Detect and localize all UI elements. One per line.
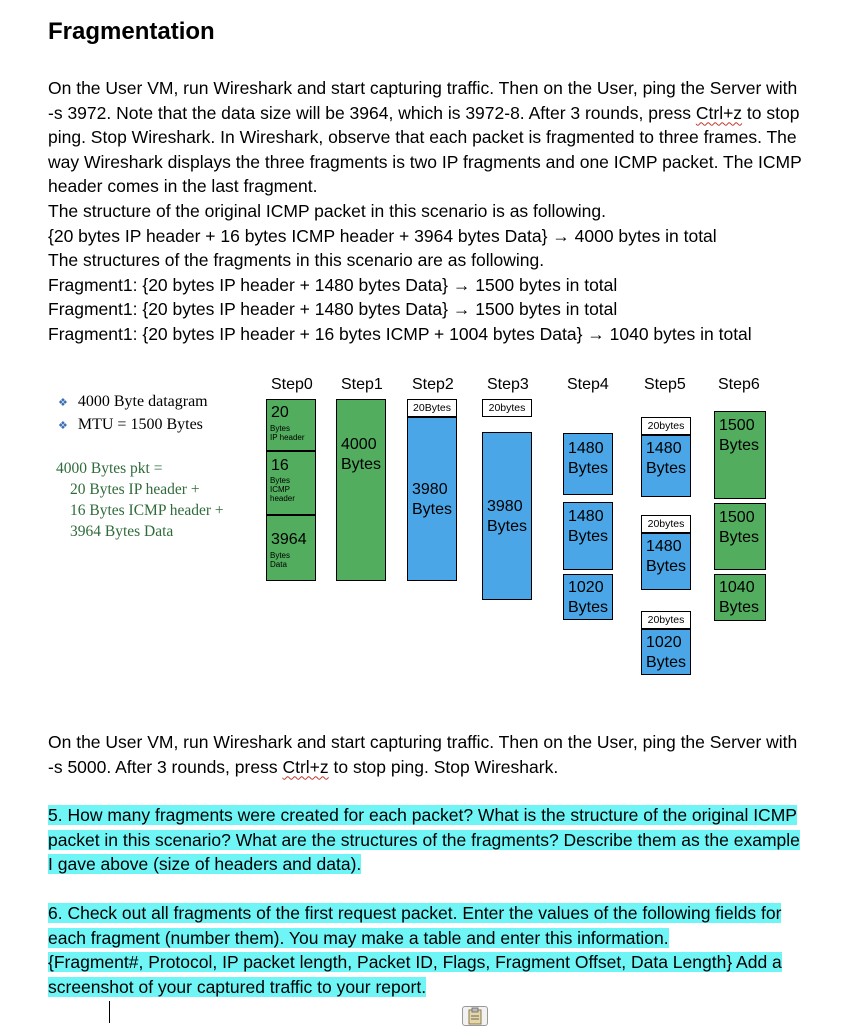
ctrl-z-text: Ctrl+z [695,102,743,123]
bullet-text: 4000 Byte datagram [77,393,208,410]
intro-line: Fragment1: {20 bytes IP header + 1480 bytes Data} → 1500 bytes in total [48,299,618,320]
block-label: 20Bytes [413,402,451,414]
step-label: Step1 [341,376,383,393]
intro-line: On the User VM, run Wireshark and start capturing traffic. Then on the User, ping the Server with [48,78,798,98]
block-label: IP header [270,433,305,442]
step-label: Step0 [271,376,313,393]
pkt-line: 20 Bytes IP header + [70,481,200,498]
block-number: 1040 [719,579,755,596]
q5-line: packet in this scenario? What are the structures of the fragments? Describe them as the example [48,829,800,850]
block-label: ICMP [270,485,290,494]
block-number: 1500 [719,417,755,434]
fragment-block [563,574,613,620]
second-text: -s 5000. After 3 rounds, press [48,756,283,777]
pkt-line: 4000 Bytes pkt = [56,460,163,477]
intro-line: The structure of the original ICMP packet in this scenario is as following. [48,200,606,221]
block-unit: Bytes [568,460,609,477]
fragment-block [563,433,613,495]
q5-line: I gave above (size of headers and data). [48,854,362,875]
intro-line: Fragment1: {20 bytes IP header + 1480 bytes Data} → 1500 bytes in total [48,274,618,295]
block-number: 4000 [341,436,377,453]
pkt-line: 16 Bytes ICMP header + [70,502,224,519]
block-unit: Bytes [719,599,760,616]
intro-line [48,101,838,126]
step-label: Step5 [644,376,686,393]
block-number: 3980 [487,498,523,515]
block-number: 3964 [271,531,307,548]
diamond-bullet-icon: ❖ [58,420,68,432]
q5-line: 5. How many fragments were created for each packet? What is the structure of the original ICMP [48,805,797,825]
ip-header-small-block [641,515,691,533]
block-unit: Bytes [646,654,687,671]
block-number: 3980 [412,481,448,498]
step-label: Step2 [412,376,454,393]
ip-header-small-block [407,399,457,417]
ip-header-small-block [641,417,691,435]
ctrl-z-text: Ctrl+z [282,756,329,777]
question-6 [48,901,834,999]
block-number: 1480 [646,440,682,457]
payload-block [482,432,532,600]
block-label: Bytes [270,476,291,485]
intro-line: The structures of the fragments in this scenario are as following. [48,250,545,271]
intro-line: way Wireshark displays the three fragments is two IP fragments and one ICMP packet. The ICMP [48,151,802,172]
payload-block [407,417,457,581]
block-label: Bytes [270,424,291,433]
block-unit: Bytes [719,529,760,546]
block-label: header [270,494,295,503]
q6-line: 6. Check out all fragments of the first request packet. Enter the values of the following fields for [48,903,782,923]
ip-header-small-block [482,399,532,417]
block-number: 16 [271,457,289,474]
second-line [48,755,838,780]
diamond-bullet-icon: ❖ [58,397,68,409]
intro-text: to stop [742,102,800,123]
text-cursor [109,1001,110,1023]
block-number: 1500 [719,509,755,526]
datagram-block [336,399,386,581]
frame-block [714,503,766,570]
intro-line: {20 bytes IP header + 16 bytes ICMP header + 3964 bytes Data} → 4000 bytes in total [48,225,717,246]
intro-line: header comes in the last fragment. [48,176,318,197]
block-unit: Bytes [568,528,609,545]
block-number: 1020 [568,579,604,596]
block-number: 1480 [568,508,604,525]
page-title: Fragmentation [48,18,215,45]
block-unit: Bytes [646,460,687,477]
fragment-block [641,435,691,497]
block-unit: Bytes [646,558,687,575]
block-unit: Bytes [487,518,528,535]
block-number: 20 [271,404,289,421]
block-unit: Bytes [568,599,609,616]
fragment-block [641,533,691,590]
second-paragraph [48,730,838,779]
block-number: 1020 [646,634,682,651]
paste-options-icon[interactable] [462,1006,488,1026]
frame-block [714,411,766,499]
step-label: Step4 [567,376,609,393]
fragment-block [563,502,613,570]
block-label: 20bytes [647,518,685,530]
bullet-item [58,393,208,411]
block-label: 20bytes [647,614,685,626]
block-label: Data [270,560,287,569]
intro-line: Fragment1: {20 bytes IP header + 16 bytes ICMP + 1004 bytes Data} → 1040 bytes in total [48,323,752,344]
block-unit: Bytes [412,501,453,518]
q6-line: screenshot of your captured traffic to your report. [48,976,427,997]
intro-text: -s 3972. Note that the data size will be 3964, which is 3972-8. After 3 rounds, press [48,102,696,123]
block-label: 20bytes [488,402,526,414]
data-block [266,515,316,581]
question-5 [48,803,834,877]
block-label: Bytes [270,551,291,560]
block-label: 20bytes [647,420,685,432]
second-text: to stop ping. Stop Wireshark. [328,756,559,777]
bullet-item [58,416,203,434]
pkt-line: 3964 Bytes Data [70,523,174,540]
packet-description [56,458,224,542]
ip-header-block [266,399,316,451]
intro-paragraph [48,76,838,347]
block-number: 1480 [646,538,682,555]
block-unit: Bytes [341,456,382,473]
ip-header-small-block [641,611,691,629]
q6-line: {Fragment#, Protocol, IP packet length, Packet ID, Flags, Fragment Offset, Data Length} Add a [48,952,782,973]
q6-line: each fragment (number them). You may make a table and enter this information. [48,927,669,948]
bullet-text: MTU = 1500 Bytes [77,416,203,433]
block-number: 1480 [568,440,604,457]
step-label: Step3 [487,376,529,393]
icmp-header-block [266,451,316,515]
step-label: Step6 [718,376,760,393]
block-unit: Bytes [719,437,760,454]
second-line: On the User VM, run Wireshark and start capturing traffic. Then on the User, ping the Server with [48,732,798,752]
frame-block [714,574,766,621]
intro-line: ping. Stop Wireshark. In Wireshark, observe that each packet is fragmented to three frames. The [48,127,797,148]
fragment-block [641,629,691,675]
